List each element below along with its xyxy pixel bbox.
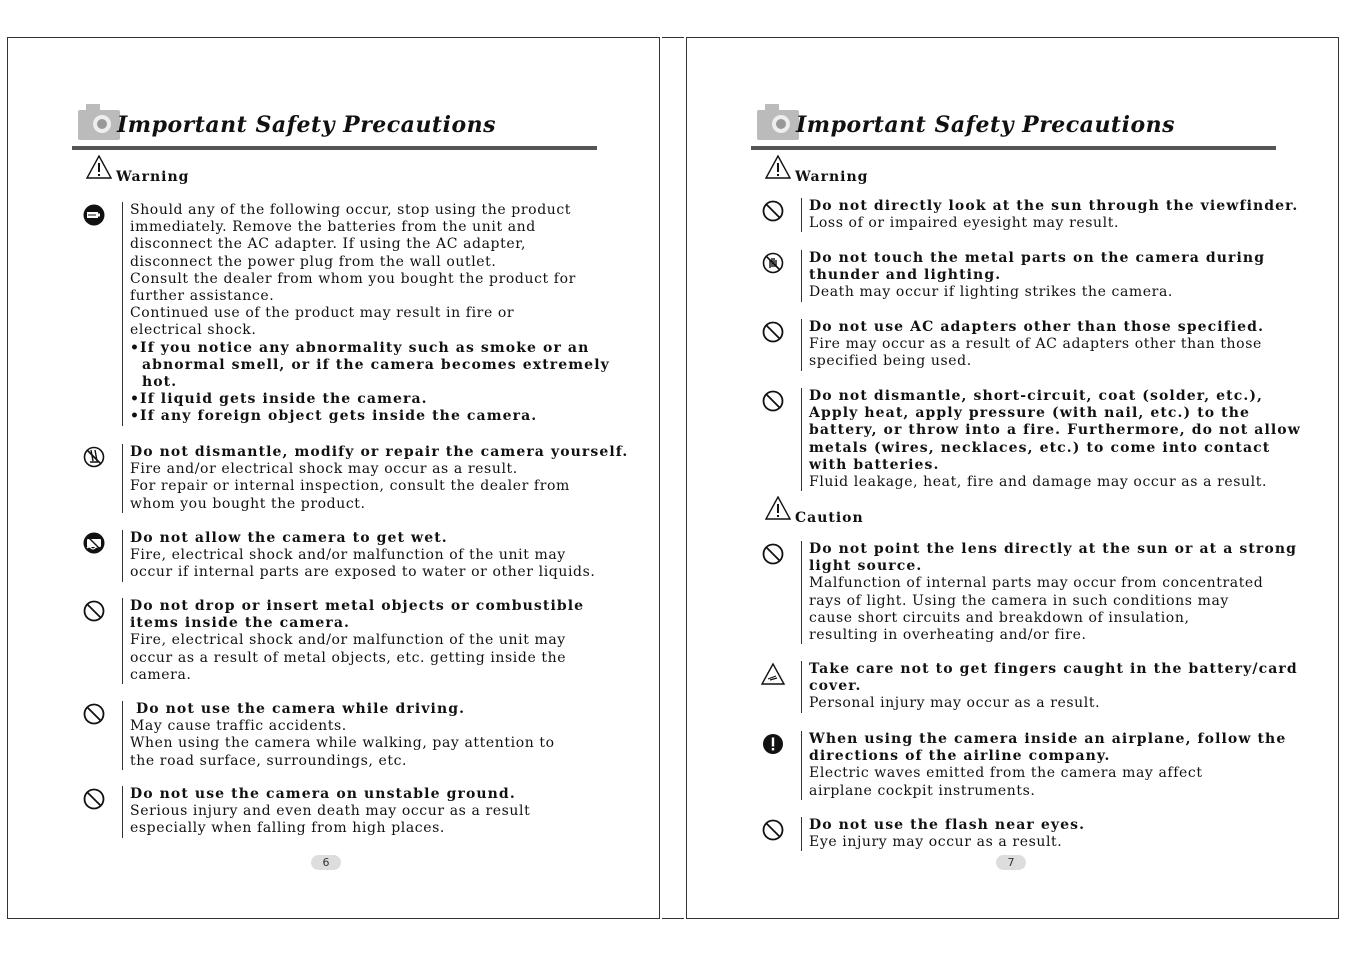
item-text: [122, 598, 584, 684]
item-body-line: Fire may occur as a result of AC adapters other than those: [809, 336, 1262, 353]
item-text: [122, 202, 610, 426]
item-text: [801, 250, 1265, 302]
page-title: Important Safety Precautions: [796, 112, 1176, 138]
item-heading-line: Do not dismantle, modify or repair the camera yourself.: [130, 444, 629, 460]
caution-heading: [795, 510, 864, 526]
item-body-line: Fire and/or electrical shock may occur as a result.: [130, 461, 518, 478]
item-heading-line: light source.: [809, 558, 923, 575]
item-body-line: disconnect the power plug from the wall outlet.: [130, 253, 497, 270]
item-heading-line: Take care not to get fingers caught in the battery/card: [809, 661, 1298, 677]
item-heading-line: Do not touch the metal parts on the camera during: [809, 250, 1266, 266]
prohibited-icon: [82, 787, 106, 811]
item-body-line: the road surface, surroundings, etc.: [130, 752, 408, 769]
item-heading-line: Do not dismantle, short-circuit, coat (solder, etc.),: [809, 388, 1264, 404]
no-touch-icon: [761, 251, 785, 275]
item-body-line: Death may occur if lighting strikes the camera.: [809, 284, 1173, 301]
battery-remove-icon: [82, 203, 106, 227]
prohibited-icon: [82, 599, 106, 623]
item-body-line: disconnect the AC adapter. If using the AC adapter,: [130, 236, 527, 253]
gutter-bottom-line: [662, 918, 684, 919]
item-text: [801, 198, 1298, 232]
caution-label: Caution: [795, 510, 864, 526]
item-body-line: further assistance.: [130, 288, 275, 305]
warning-label: Warning: [795, 169, 869, 185]
item-body-line: Fire, electrical shock and/or malfunction of the unit may: [130, 632, 566, 649]
item-heading-line: directions of the airline company.: [809, 748, 1111, 765]
item-body-line: Personal injury may occur as a result.: [809, 695, 1101, 712]
item-heading-line: Do not drop or insert metal objects or combustible: [130, 598, 585, 614]
title-rule: [751, 146, 1276, 150]
item-heading-line: cover.: [809, 678, 862, 695]
no-water-icon: [82, 531, 106, 555]
item-body-line: Fire, electrical shock and/or malfunction of the unit may: [130, 547, 566, 564]
page-number: 7: [996, 855, 1026, 870]
item-body-line: Should any of the following occur, stop using the product: [130, 202, 572, 218]
item-heading-line: items inside the camera.: [130, 615, 350, 632]
warning-label: Warning: [116, 169, 190, 185]
item-body-line: For repair or internal inspection, consult the dealer from: [130, 478, 570, 495]
item-text: [122, 786, 530, 838]
warning-triangle-icon: [765, 155, 791, 179]
item-text: [801, 388, 1301, 491]
item-body-line: rays of light. Using the camera in such conditions may: [809, 592, 1229, 609]
prohibited-icon: [761, 199, 785, 223]
item-body-line: Loss of or impaired eyesight may result.: [809, 215, 1120, 232]
item-body-line: When using the camera while walking, pay attention to: [130, 735, 555, 752]
item-body-line: resulting in overheating and/or fire.: [809, 627, 1087, 644]
prohibited-icon: [761, 389, 785, 413]
item-heading-line: Do not use the flash near eyes.: [809, 817, 1086, 833]
item-heading-line: battery, or throw into a fire. Furthermore, do not allow: [809, 422, 1301, 439]
caution-triangle-icon: [765, 496, 791, 520]
item-heading-line: Do not use the camera on unstable ground.: [130, 786, 516, 802]
item-heading-line: Apply heat, apply pressure (with nail, etc.) to the: [809, 405, 1251, 422]
item-heading-line: Do not use the camera while driving.: [130, 701, 466, 717]
item-text: [801, 319, 1264, 371]
item-heading-line: Do not point the lens directly at the sun or at a strong: [809, 541, 1297, 557]
item-body-line: specified being used.: [809, 353, 972, 370]
item-heading-line: When using the camera inside an airplane, follow the: [809, 731, 1287, 747]
item-text: [801, 661, 1298, 713]
item-heading-line: •If liquid gets inside the camera.: [130, 391, 428, 408]
item-heading-line: metals (wires, necklaces, etc.) to come into contact: [809, 439, 1271, 456]
item-text: [801, 541, 1297, 644]
item-body-line: occur if internal parts are exposed to water or other liquids.: [130, 564, 596, 581]
camera-icon: [78, 104, 120, 140]
item-heading-line: Do not allow the camera to get wet.: [130, 530, 448, 546]
item-heading-line: Do not directly look at the sun through the viewfinder.: [809, 198, 1299, 214]
title-rule: [72, 146, 597, 150]
item-text: [122, 701, 555, 770]
item-body-line: Eye injury may occur as a result.: [809, 834, 1063, 851]
finger-pinch-caution-icon: [761, 662, 785, 686]
item-heading-line: •If any foreign object gets inside the camera.: [130, 408, 538, 425]
item-body-line: May cause traffic accidents.: [130, 718, 347, 735]
prohibited-icon: [82, 702, 106, 726]
prohibited-icon: [761, 542, 785, 566]
item-text: [801, 731, 1286, 800]
prohibited-icon: [761, 320, 785, 344]
item-heading-line: thunder and lighting.: [809, 267, 1002, 284]
item-heading-line: hot.: [130, 374, 178, 391]
item-body-line: immediately. Remove the batteries from the unit and: [130, 219, 536, 236]
item-body-line: occur as a result of metal objects, etc. getting inside the: [130, 649, 567, 666]
exclamation-icon: [761, 732, 785, 756]
item-text: [122, 444, 628, 513]
right-header: [751, 102, 1276, 152]
warning-heading: [116, 169, 189, 185]
item-body-line: especially when falling from high places.: [130, 820, 445, 837]
prohibited-icon: [761, 818, 785, 842]
item-body-line: Malfunction of internal parts may occur from concentrated: [809, 575, 1264, 592]
item-body-line: whom you bought the product.: [130, 495, 366, 512]
item-body-line: electrical shock.: [130, 322, 257, 339]
item-heading-line: Do not use AC adapters other than those specified.: [809, 319, 1265, 335]
item-body-line: camera.: [130, 666, 192, 683]
warning-triangle-icon: [86, 155, 112, 179]
item-body-line: Electric waves emitted from the camera may affect: [809, 765, 1203, 782]
item-body-line: Serious injury and even death may occur as a result: [130, 803, 531, 820]
item-text: [122, 530, 595, 582]
item-heading-line: abnormal smell, or if the camera becomes extremely: [130, 356, 610, 373]
item-text: [801, 817, 1085, 851]
left-header: [72, 102, 597, 152]
page-number: 6: [311, 855, 341, 870]
item-heading-line: with batteries.: [809, 456, 940, 473]
item-heading-line: •If you notice any abnormality such as smoke or an: [130, 339, 590, 356]
page-title: Important Safety Precautions: [117, 112, 497, 138]
item-body-line: cause short circuits and breakdown of insulation,: [809, 609, 1190, 626]
item-body-line: Consult the dealer from whom you bought the product for: [130, 270, 576, 287]
item-body-line: Fluid leakage, heat, fire and damage may occur as a result.: [809, 474, 1268, 491]
item-body-line: Continued use of the product may result in fire or: [130, 305, 515, 322]
camera-icon: [757, 104, 799, 140]
warning-heading: [795, 169, 868, 185]
item-body-line: airplane cockpit instruments.: [809, 782, 1036, 799]
no-disassembly-icon: [82, 445, 106, 469]
gutter-top-line: [662, 37, 684, 38]
